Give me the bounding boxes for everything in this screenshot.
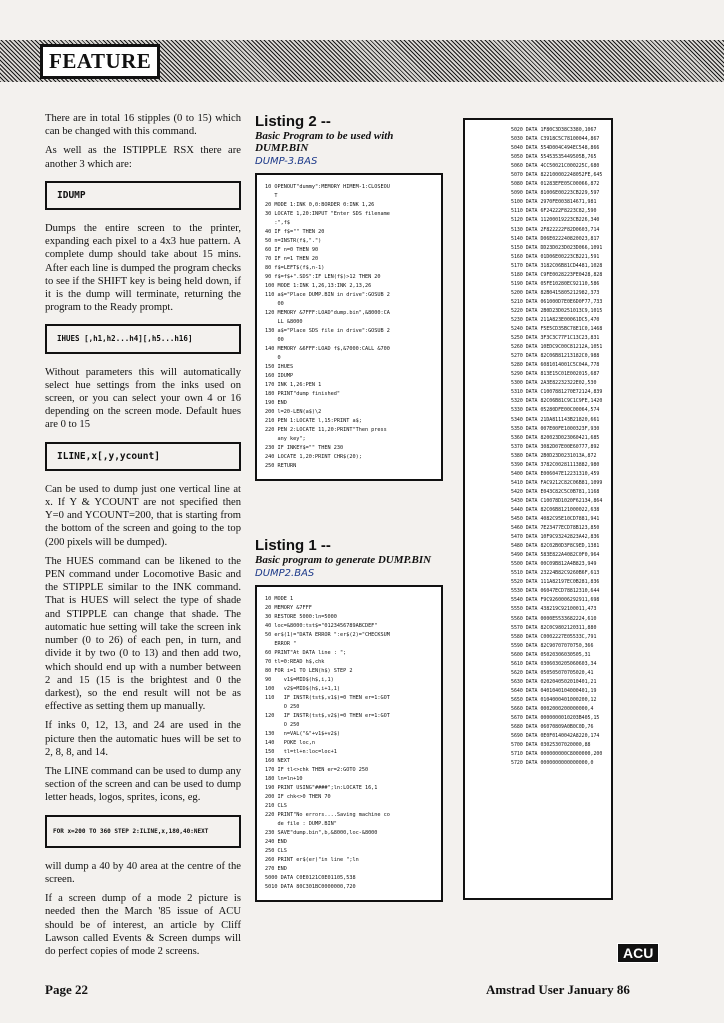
data-listing-box (463, 118, 613, 900)
handwritten-note: DUMP2.BAS (255, 568, 315, 579)
listing-subtitle: Basic Program to be used with DUMP.BIN (255, 130, 394, 154)
paragraph: There are in total 16 stipples (0 to 15) which can be changed with this command. (45, 113, 241, 138)
paragraph: will dump a 40 by 40 area at the centre of the screen. (45, 860, 241, 885)
listing-title: Listing 2 -- (255, 113, 331, 130)
handwritten-note: DUMP-3.BAS (255, 156, 318, 167)
command-box-line: ILINE,x[,y,ycount] (45, 442, 241, 471)
code-box (255, 585, 443, 902)
paragraph: If a screen dump of a mode 2 picture is needed then the March '85 issue of ACU should be of interest, an article by Cliff Lawson called Events & Screen dumps will do perfect copies of mode 2 screens. (45, 893, 241, 957)
paragraph: The LINE command can be used to dump any section of the screen and can be used to dump letter heads, logos, sprites, icons, eg. (45, 765, 241, 804)
article-column (45, 112, 241, 964)
command-box-example: FOR x=200 TO 360 STEP 2:ILINE,x,180,40:NEXT (45, 815, 241, 848)
magazine-issue: Amstrad User January 86 (486, 982, 630, 997)
data-listing: 5020 DATA 1F80C3D38C3380,1067 5030 DATA C3918C5C78100044,867 5040 DATA 554D004C494EC548,866 5050 DATA 55453535449505B,765 5060 DATA 4CC50021C000225C,680 5070 DATA 822100002248052FE,645 5080 DATA 01283EFE05C00066,872 5090 DATA 81006E00223CB229,597 5100 DATA 2970FE003814671,981 5110 DATA 6F24222F8223C82,590 5120 DATA 11200019223CB226,340 5130 DATA 2F822222F82D0603,714 5140 DATA D06E022240820023,817 5150 DATA DD23D023D023D066,1091 5160 DATA 01D06E00223CB221,591 5170 DATA 3182C06B81CD4481,1028 5180 DATA C9FE0028223FE0428,828 5190 DATA 05FE10280EC92110,586 5200 DATA 82B0415805212982,373 5210 DATA 061000D7E0E6D0F77,733 5220 DATA 2B0D23D0251013C9,1015 5230 DATA 211A823E00061DC5,470 5240 DATA F5E5CD35BC78E1C0,1468 5250 DATA 3F3C3C77F1C13C23,831 5260 DATA 10EDC9C00C81212A,1051 5270 DATA 82C06B81213182C0,988 5280 DATA 6081014001C5C04A,778 5290 DATA 813E15C01E002015,687 5300 DATA 2A3E82232322E02,530 5310 DATA C1007881270E72124,839 5320 DATA 82C06B81C9C1C9FE,1420 5330 DATA 05280DFE00C00064,574 5340 DATA 21DA811143B21820,661 5350 DATA 007E00FE1000323F,930 5360 DATA 820023D023060421,685 5370 DATA 3082D07E00E60777,892 5380 DATA 2B0D23D0231013A,872 5390 DATA 3782C00281113882,980 5400 DATA E006047E12231310,459 5410 DATA FAC9212C82C06B81,1099 5420 DATA E043C82C5C0B781,1168 5430 DATA C10078D1020F62134,864 5440 DATA 82C06B8121000022,638 5450 DATA 4082C95E10CD7881,941 5460 DATA 7E23477ECD78B123,850 5470 DATA 10F9C93242823A42,836 5480 DATA 82C02B0D3F8C9ED,1381 5490 DATA 583E822A4082C0F0,964 5500 DATA 00C09B812A4B823,949 5510 DATA 23224B82C9260B6F,613 5520 DATA 111A82197EC0B281,836 5530 DATA 06047ECD78812310,644 5540 DATA F9C9260006292911,698 5550 DATA 438219C92100011,473 5560 DATA 0000E5533682224,610 5570 DATA 82C0C9802120311,880 5580 DATA C0002227E05533C,791 5590 DATA 82C90707070750,366 5600 DATA 05020306030505,31 5610 DATA 0306030205060603,34 5620 DATA 050505070705020,41 5630 DATA 0202040502010401,21 5640 DATA 0401040104000401,19 5650 DATA 0104000401000200,12 5660 DATA 0002000200000000,4 5670 DATA 0000000010203B405,15 5680 DATA 06070809A0B0C0D,76 5690 DATA 0E0F0140042A8220,174 5700 DATA 03025307020000,88 5710 DATA 000000000C8000000,200 5720 DATA 0000000000000000,0 (511, 127, 603, 767)
listing-2 (255, 113, 443, 481)
listing-title: Listing 1 -- (255, 537, 331, 554)
code-box (255, 173, 443, 481)
listing-subtitle: Basic program to generate DUMP.BIN (255, 554, 432, 566)
command-box-dump: IDUMP (45, 181, 241, 210)
page-number: Page 22 (45, 982, 88, 997)
listing-1 (255, 537, 443, 902)
paragraph: If inks 0, 12, 13, and 24 are used in the picture then the automatic hues will be set to 2, 8, 8, and 14. (45, 720, 241, 758)
paragraph: Dumps the entire screen to the printer, expanding each pixel to a 4x3 hue pattern. A complete dump should take about 15 mins. After each line is dumped the program checks to see if the SHIFT key is being held down, if it is the dump will terminate, returning the program to the Ready prompt. (45, 223, 241, 314)
paragraph: The HUES command can be likened to the PEN command under Locomotive Basic and the STIPPLE similar to the INK command. That is HUES will select the type of shade and STIPPLE can change that shade. The automatic hue setting will take the screen ink number (0 to 26) of each pen, in turn, and divide it by two (0 to 13) and then add two, which should end up with a number between 2 and 15 (15 is the brightest and 0 the darkest), so the end result will not be as effective as setting them up manually. (45, 555, 241, 713)
code-listing: 10 MODE 1 20 MEMORY &7FFF 30 RESTORE 5000:ln=5000 40 loc=&8000:tst$="0123456789ABCDEF" 50 er$(1)="DATA ERROR ":er$(2)="CHECKSUM ERROR " 60 PRINT"At DATA line : "; 70 tl=0:READ h$,chk 80 FOR i=1 TO LEN(h$) STEP 2 90 v1$=MID$(h$,i,1) 100 v2$=MID$(h$,i+1,1) 110 IF INSTR(tst$,v1$)=0 THEN er=1:GOT O 250 120 IF INSTR(tst$,v2$)=0 THEN er=1:GOT O 250 130 n=VAL("&"+v1$+v2$) 140 POKE loc,n 150 tl=tl+n:loc=loc+1 160 NEXT 170 IF tl<>chk THEN er=2:GOTO 250 180 ln=ln+10 190 PRINT USING"####";ln:LOCATE 16,1 200 IF chk<>0 THEN 70 210 CLS 220 PRINT"No errors....Saving machine co de file : DUMP.BIN" 230 SAVE"dump.bin",b,&8000,loc-&8000 240 END 250 CLS 260 PRINT er$(er)"in line ";ln 270 END 5000 DATA C0E0121C0E01105,538 5010 DATA 80C301BC0000000,720 (265, 596, 390, 890)
section-label: FEATURE (40, 44, 160, 79)
paragraph: Without parameters this will automatically select hue settings from the inks used on screen, or you can select your own 4 or 16 depending on the screen mode. Default hues are 0 to 15 (45, 366, 241, 431)
paragraph: Can be used to dump just one vertical line at x. If Y & YCOUNT are not specified then Y=0 and YCOUNT=200, that is starting from the bottom of the screen and going to the top (200 pixels will be dumped). (45, 483, 241, 548)
code-listing: 10 OPENOUT"dummy":MEMORY HIMEM-1:CLOSEOU T 20 MODE 1:INK 0,0:BORDER 0:INK 1,26 30 LOCATE 1,20:INPUT "Enter SDS filename :",f$ 40 IF f$="" THEN 20 50 n=INSTR(f$,".") 60 IF n=0 THEN 90 70 IF n=1 THEN 20 80 f$=LEFT$(f$,n-1) 90 f$=f$+".SDS":IF LEN(f$)>12 THEN 20 100 MODE 1:INK 1,26,13:INK 2,13,26 110 a$="Place DUMP.BIN in drive":GOSUB 2 00 120 MEMORY &7FFF:LOAD"dump.bin",&8000:CA LL &8000 130 a$="Place SDS file in drive":GOSUB 2 00 140 MEMORY &6FFF:LOAD f$,&7000:CALL &700 0 150 IHUES 160 IDUMP 170 INK 1,26:PEN 1 180 PRINT"dump finished" 190 END 200 l=20-LEN(a$)\2 210 PEN 1:LOCATE l,15:PRINT a$; 220 PEN 2:LOCATE 11,20:PRINT"Then press any key"; 230 IF INKEY$="" THEN 230 240 LOCATE 1,20:PRINT CHR$(20); 250 RETURN (265, 184, 390, 469)
acu-logo: ACU (617, 943, 659, 963)
command-box-hues: IHUES [,h1,h2...h4][,h5...h16] (45, 324, 241, 353)
paragraph: As well as the ISTIPPLE RSX there are another 3 which are: (45, 145, 241, 170)
